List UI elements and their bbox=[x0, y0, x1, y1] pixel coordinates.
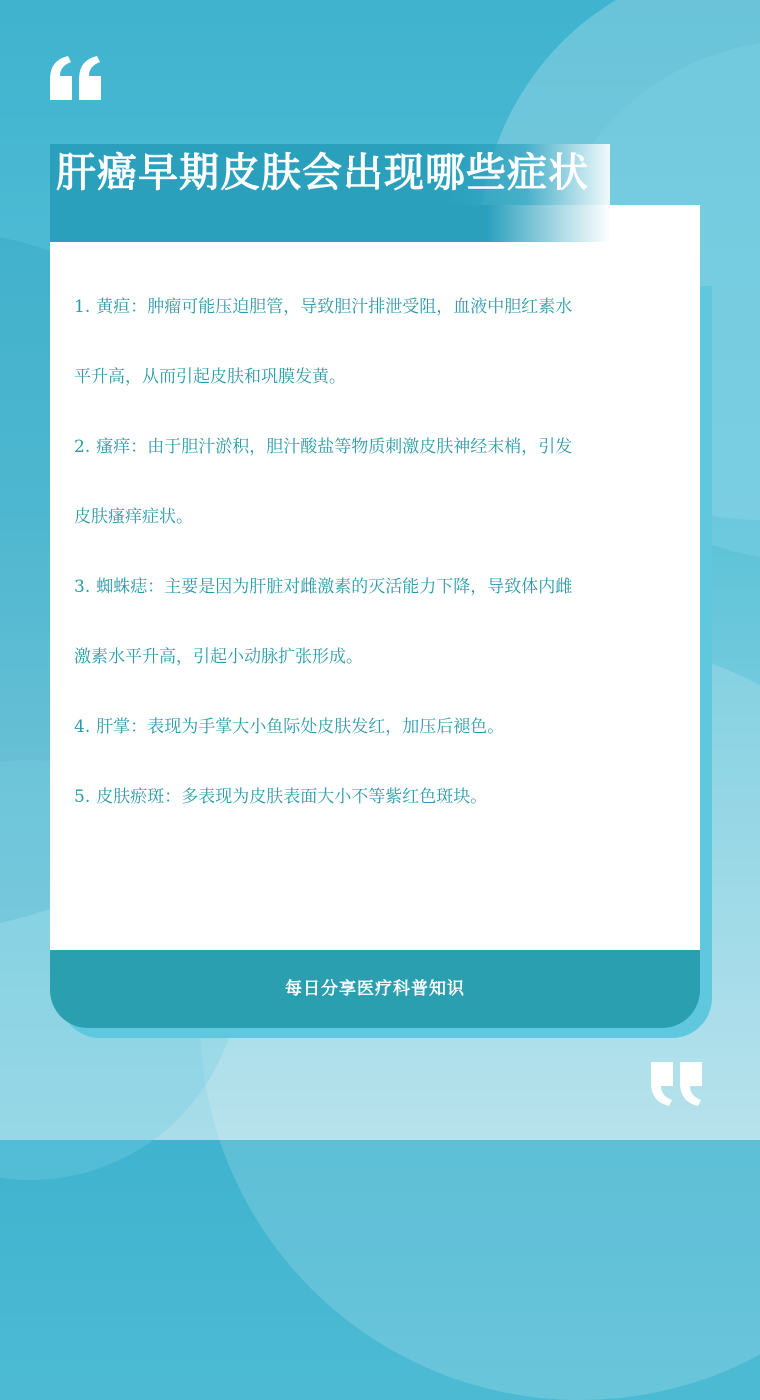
item-number: 5. bbox=[74, 787, 91, 807]
item-number: 4. bbox=[74, 717, 91, 737]
list-item bbox=[74, 412, 674, 482]
item-text: 平升高，从而引起皮肤和巩膜发黄。 bbox=[74, 367, 346, 387]
item-number: 3. bbox=[74, 577, 91, 597]
list-item bbox=[74, 342, 674, 412]
footer-text: 每日分享医疗科普知识 bbox=[285, 978, 465, 999]
item-text: 激素水平升高，引起小动脉扩张形成。 bbox=[74, 647, 363, 667]
list-item bbox=[74, 692, 674, 762]
close-quote-icon bbox=[648, 1062, 704, 1106]
card-top-strip bbox=[50, 205, 610, 242]
open-quote-icon bbox=[48, 56, 104, 100]
item-text: 皮肤瘙痒症状。 bbox=[74, 507, 193, 527]
list-item bbox=[74, 762, 674, 832]
list-item bbox=[74, 552, 674, 622]
item-text: 皮肤瘀斑：多表现为皮肤表面大小不等紫红色斑块。 bbox=[96, 787, 488, 807]
list-item bbox=[74, 482, 674, 552]
item-number: 2. bbox=[74, 437, 91, 457]
list-item bbox=[74, 272, 674, 342]
item-text: 黄疸：肿瘤可能压迫胆管，导致胆汁排泄受阻，血液中胆红素水 bbox=[96, 297, 573, 317]
symptom-list bbox=[74, 272, 674, 832]
item-number: 1. bbox=[74, 297, 91, 317]
list-item bbox=[74, 622, 674, 692]
item-text: 蜘蛛痣：主要是因为肝脏对雌激素的灭活能力下降，导致体内雌 bbox=[96, 577, 573, 597]
footer-bar bbox=[50, 950, 700, 1028]
item-text: 肝掌：表现为手掌大小鱼际处皮肤发红，加压后褪色。 bbox=[96, 717, 505, 737]
page-title: 肝癌早期皮肤会出现哪些症状 bbox=[56, 150, 589, 196]
item-text: 瘙痒：由于胆汁淤积，胆汁酸盐等物质刺激皮肤神经末梢，引发 bbox=[96, 437, 573, 457]
